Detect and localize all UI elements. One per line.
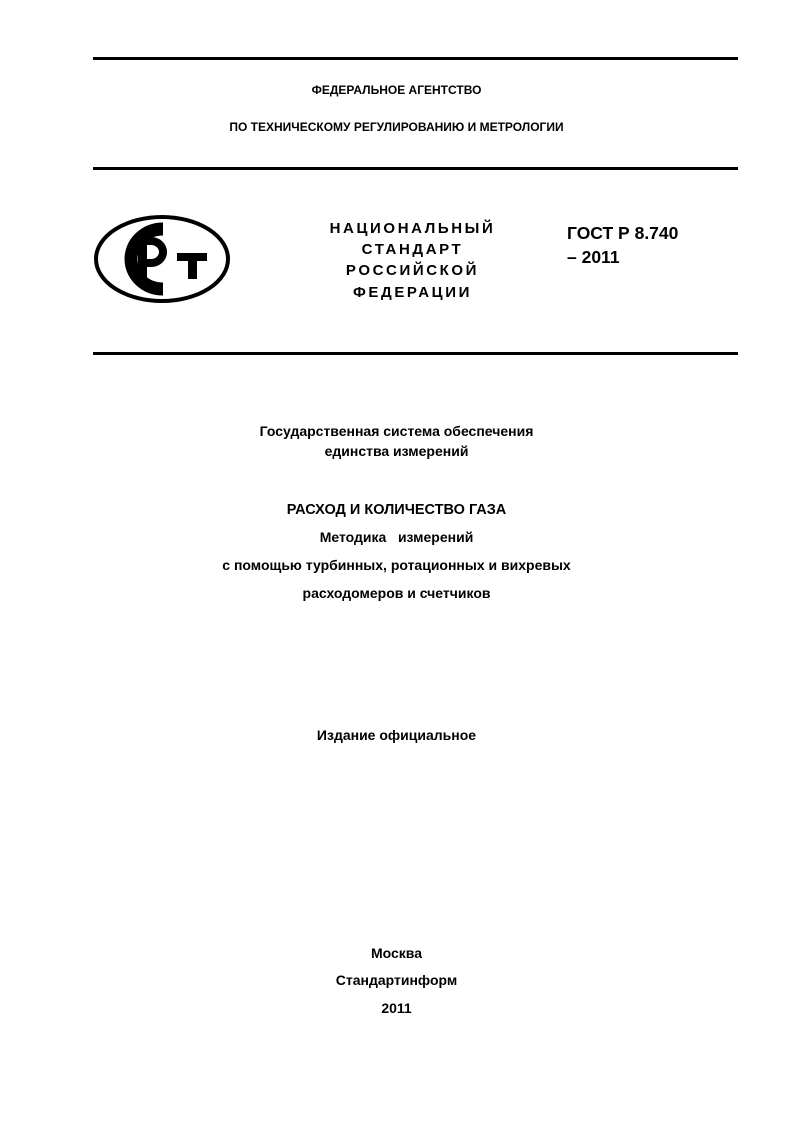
- imprint-publisher: Стандартинформ: [335, 972, 458, 988]
- standard-number-line-1: ГОСТ Р 8.740: [567, 223, 679, 243]
- middle-rule: [93, 352, 738, 355]
- subtitle-line-1: Методика измерений: [319, 529, 474, 545]
- header-rule: [93, 167, 738, 170]
- system-title-line-1: Государственная система обеспечения: [259, 423, 534, 439]
- top-rule: [93, 57, 738, 60]
- standard-number-line-2: – 2011: [567, 247, 620, 267]
- national-standard-line-3: РОССИЙСКОЙ: [345, 262, 480, 279]
- system-title-line-2: единства измерений: [324, 443, 469, 459]
- subtitle-line-3: расходомеров и счетчиков: [302, 585, 491, 601]
- gost-r-rst-logo-icon: [93, 213, 231, 310]
- standard-number: [567, 221, 678, 269]
- main-title: РАСХОД И КОЛИЧЕСТВО ГАЗА: [286, 502, 507, 518]
- subtitle-line-2: с помощью турбинных, ротационных и вихревых: [222, 557, 571, 573]
- agency-line-1: ФЕДЕРАЛЬНОЕ АГЕНТСТВО: [311, 83, 482, 97]
- edition-label: Издание официальное: [316, 727, 477, 743]
- imprint-city: Москва: [370, 945, 423, 961]
- national-standard-line-4: ФЕДЕРАЦИИ: [353, 284, 472, 301]
- imprint-year: 2011: [381, 1000, 412, 1016]
- national-standard-line-2: СТАНДАРТ: [361, 241, 464, 258]
- agency-line-2: ПО ТЕХНИЧЕСКОМУ РЕГУЛИРОВАНИЮ И МЕТРОЛОГИИ: [229, 120, 564, 134]
- national-standard-line-1: НАЦИОНАЛЬНЫЙ: [329, 220, 496, 237]
